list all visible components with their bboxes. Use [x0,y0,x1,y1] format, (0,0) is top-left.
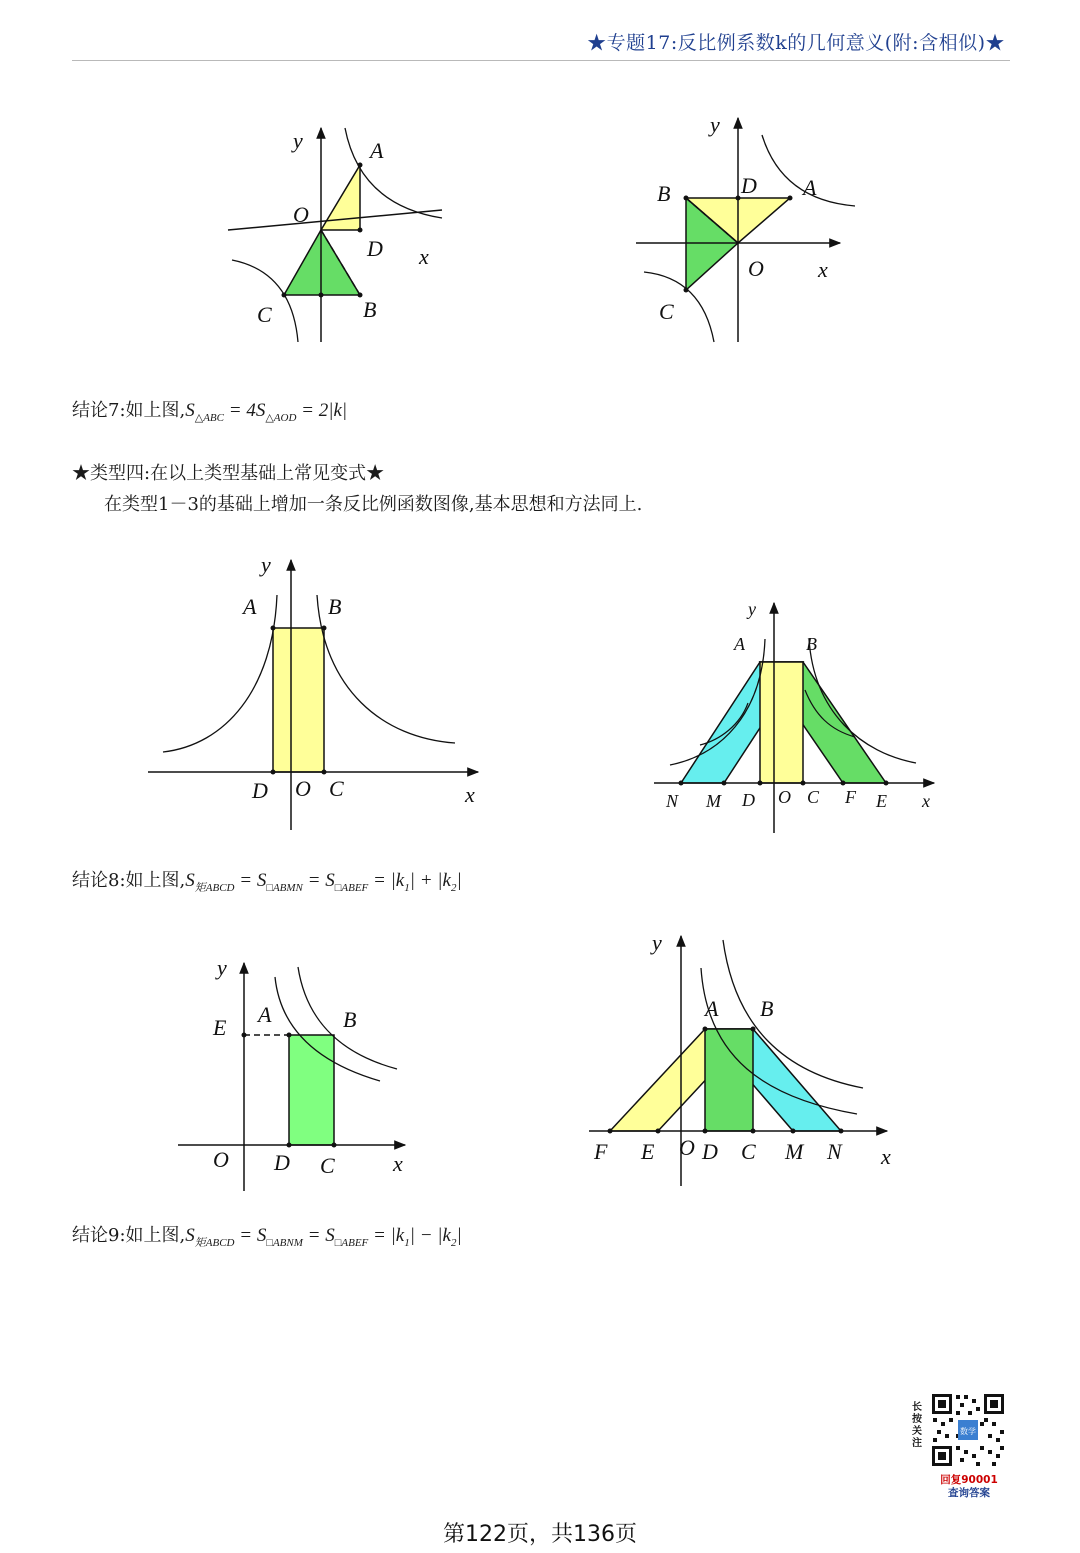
triangle-obc [284,230,360,295]
conclusion-8-prefix: 结论8:如上图, [72,870,186,891]
point-a [703,1027,708,1032]
label-x: x [419,244,429,269]
rectangle-abcd [273,628,324,772]
conclusion-9 [72,1221,462,1250]
point-e [884,781,889,786]
qr-badge-text: 数学 [960,1427,976,1436]
label-f: F [594,1139,608,1164]
label-d: D [742,790,755,810]
conclusion-9-eq3: = |k [368,1225,405,1246]
conclusion-8-end: | [456,870,462,891]
label-e: E [213,1015,227,1040]
conclusion-7-s2-sub: △AOD [265,411,297,424]
figure-7-right [630,110,860,350]
qr-caption-query: 查询答案 [948,1487,990,1499]
label-y: y [217,955,227,980]
label-d: D [252,778,268,803]
point-b [322,626,327,631]
point-n [839,1129,844,1134]
conclusion-8-eq1: = [234,870,257,891]
label-b: B [363,297,377,322]
point-m [791,1129,796,1134]
figure-9-right [585,928,905,1190]
label-c: C [329,776,344,801]
label-c: C [807,787,820,807]
conclusion-9-eq2: = [302,1225,326,1246]
label-b: B [657,181,671,206]
label-y: y [748,599,756,619]
conclusion-9-s1: S [185,1225,195,1246]
conclusion-9-s3: S [325,1225,335,1246]
label-o: O [748,256,764,281]
point-b [358,293,363,298]
conclusion-7-prefix: 结论7:如上图, [72,400,186,421]
point-d [758,781,763,786]
label-x: x [393,1151,403,1176]
label-c: C [659,299,674,324]
label-y: y [710,112,720,137]
figure-8-right [650,595,945,835]
conclusion-7-eq2: = 2|k| [296,400,348,421]
point-e [242,1033,247,1038]
conclusion-7-s2: S [255,400,266,421]
label-c: C [257,302,272,327]
point-e [656,1129,661,1134]
label-b: B [806,634,817,654]
label-y: y [293,128,303,153]
label-f: F [845,787,856,807]
conclusion-8-eq2: = [302,870,326,891]
label-d: D [702,1139,718,1164]
type-4-description: 在类型1－3的基础上增加一条反比例函数图像,基本思想和方法同上. [104,494,643,515]
conclusion-9-eq1: = [234,1225,257,1246]
point-b [684,196,689,201]
figure-8-left [145,550,490,835]
point-d [287,1143,292,1148]
conclusion-9-mid: | − |k [409,1225,451,1246]
figure-9-left [175,955,415,1195]
conclusion-9-s1-sub: 矩ABCD [194,1236,235,1249]
point-c [801,781,806,786]
label-a: A [705,996,719,1021]
conclusion-8-k1-sub: 1 [404,881,410,894]
point-n [679,781,684,786]
point-b [751,1027,756,1032]
page-number: 第122页，共136页 [443,1522,637,1547]
label-b: B [760,996,774,1021]
point-d [271,770,276,775]
qr-side-text: 长按关注 [912,1402,922,1449]
label-o: O [295,776,311,801]
label-d: D [274,1150,290,1175]
label-c: C [320,1153,335,1178]
figure-7-left [220,120,460,350]
label-a: A [803,175,817,200]
label-a: A [243,594,257,619]
label-o: O [679,1135,695,1160]
conclusion-8-s3: S [325,870,335,891]
conclusion-8-s2-sub: □ABMN [266,881,303,894]
label-a: A [370,138,384,163]
point-a [788,196,793,201]
label-x: x [881,1144,891,1169]
conclusion-7-s1: S [185,400,195,421]
header-divider [72,60,1010,61]
label-a: A [258,1002,272,1027]
type-4-heading: ★类型四:在以上类型基础上常见变式★ [72,463,385,484]
hyperbola-branch-lower [644,272,714,342]
label-c: C [741,1139,756,1164]
qr-code-icon [930,1392,1006,1468]
label-b: B [343,1007,357,1032]
label-o: O [293,202,309,227]
label-y: y [652,930,662,955]
rectangle-abcd [705,1029,753,1131]
label-n: N [666,791,679,811]
qr-caption-reply: 回复90001 [940,1474,998,1486]
label-o: O [213,1147,229,1172]
conclusion-8-eq3: = |k [368,870,405,891]
point-a [271,626,276,631]
conclusion-8-s1: S [185,870,195,891]
point-c [282,293,287,298]
conclusion-7-eq1: = 4 [224,400,256,421]
label-m: M [785,1139,804,1164]
point-c [751,1129,756,1134]
conclusion-9-k1-sub: 1 [404,1236,410,1249]
conclusion-9-s2-sub: □ABNM [266,1236,303,1249]
label-x: x [465,782,475,807]
label-x: x [818,257,828,282]
label-e: E [876,791,887,811]
conclusion-9-prefix: 结论9:如上图, [72,1225,186,1246]
rectangle-abcd [289,1035,334,1145]
conclusion-9-s3-sub: □ABEF [334,1236,369,1249]
conclusion-8-k2-sub: 2 [450,881,457,894]
point-m [722,781,727,786]
label-x: x [922,791,930,811]
hyperbola-branch-lower [232,260,298,342]
label-m: M [706,791,721,811]
conclusion-9-s2: S [256,1225,267,1246]
conclusion-7-s1-sub: △ABC [194,411,224,424]
conclusion-8-s1-sub: 矩ABCD [194,881,235,894]
conclusion-8-s3-sub: □ABEF [334,881,369,894]
conclusion-8 [72,866,462,895]
hyperbola-left [163,595,277,752]
qr-code-block[interactable] [912,1392,1012,1500]
label-d: D [741,173,757,198]
conclusion-7 [72,396,347,424]
point-d [736,196,741,201]
point-c [684,288,689,293]
label-b: B [328,594,342,619]
point-c [332,1143,337,1148]
label-y: y [261,552,271,577]
point-c [322,770,327,775]
point-a [287,1033,292,1038]
point-mid [319,293,324,298]
label-n: N [827,1139,842,1164]
conclusion-8-mid: | + |k [409,870,451,891]
conclusion-9-k2-sub: 2 [450,1236,457,1249]
label-o: O [778,787,791,807]
label-d: D [367,236,383,261]
label-e: E [641,1139,655,1164]
conclusion-9-end: | [456,1225,462,1246]
point-d [703,1129,708,1134]
point-d [358,228,363,233]
point-f [841,781,846,786]
point-a [358,163,363,168]
page-header-title: ★专题17:反比例系数k的几何意义(附:含相似)★ [587,32,1005,54]
label-a: A [734,634,745,654]
conclusion-8-s2: S [256,870,267,891]
point-f [608,1129,613,1134]
